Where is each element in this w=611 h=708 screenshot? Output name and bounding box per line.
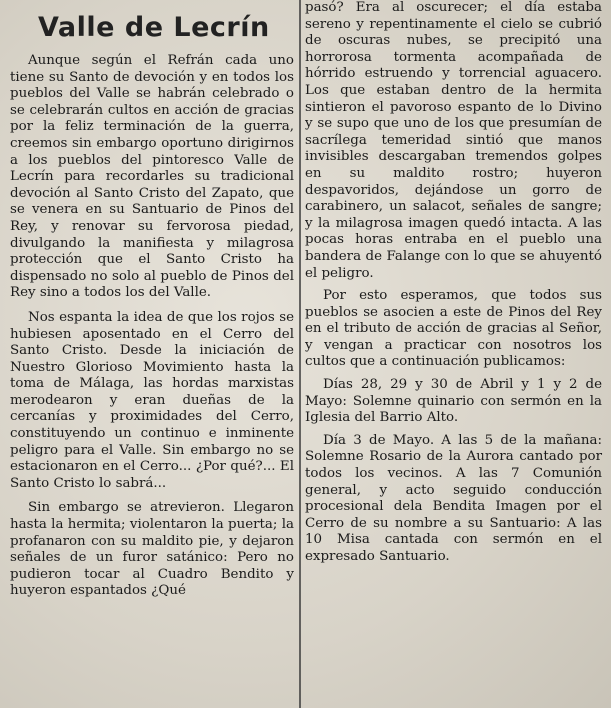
paragraph-5: Por esto esperamos, que todos sus pueblos se asocien a este de Pinos del Rey en el tributo de acción de gracias al Señor, y vengan a practicar con nosotros los cultos que a continuación publicamos: xyxy=(305,288,602,370)
right-column xyxy=(305,0,602,572)
paragraph-7: Día 3 de Mayo. A las 5 de la mañana: Solemne Rosario de la Aurora cantado por todos los vecinos. A las 7 Comunión general, y acto seguido conducción procesional dela Bendita Imagen por el Cerro de su nombre a su Santuario: A las 10 Misa cantada con sermón en el expresado Santuario. xyxy=(305,432,602,564)
column-divider xyxy=(299,0,301,708)
paragraph-6: Días 28, 29 y 30 de Abril y 1 y 2 de Mayo: Solemne quinario con sermón en la Iglesia del Barrio Alto. xyxy=(305,377,602,426)
paragraph-4: pasó? Era al oscurecer; el día estaba sereno y repentinamente el cielo se cubrió de oscuras nubes, se precipitó una horrorosa tormenta acompañada de hórrido estruendo y torrencial aguacero. Los que estaban dentro de la hermita sintieron el pavoroso espanto de lo Divino y se supo que uno de los que presumían de sacrílega temeridad sintió que manos invisibles descargaban tremendos golpes en su maldito rostro; huyeron despavoridos, dejándose un gorro de carabinero, un salacot, señales de sangre; y la milagrosa imagen quedó intacta. A las pocas horas entraba en el pueblo una bandera de Falange con lo que se ahuyentó el peligro. xyxy=(305,0,602,281)
paragraph-1: Aunque según el Refrán cada uno tiene su Santo de devoción y en todos los pueblos del Valle se habrán celebrado o se celebrarán cultos en acción de gracias por la feliz terminación de la guerra, creemos sin embargo oportuno dirigirnos a los pueblos del pintoresco Valle de Lecrín para recordarles su tradicional devoción al Santo Cristo del Zapato, que se venera en su Santuario de Pinos del Rey, y renovar su fervorosa piedad, divulgando la manifiesta y milagrosa protección que el Santo Cristo ha dispensado no solo al pueblo de Pinos del Rey sino a todos los del Valle. xyxy=(10,53,294,301)
article-headline: Valle de Lecrín xyxy=(38,12,270,43)
left-column xyxy=(10,0,294,608)
paragraph-2: Nos espanta la idea de que los rojos se hubiesen aposentado en el Cerro del Santo Cristo. Desde la iniciación de Nuestro Glorioso Movimiento hasta la toma de Málaga, las hordas marxistas merodearon y eran dueñas de la cercanías y proximidades del Cerro, constituyendo un continuo e inminente peligro para el Valle. Sin embargo no se estacionaron en el Cerro... ¿Por qué?... El Santo Cristo lo sabrá... xyxy=(10,309,294,491)
paragraph-3: Sin embargo se atrevieron. Llegaron hasta la hermita; violentaron la puerta; la profanaron con su maldito pie, y dejaron señales de un furor satánico: Pero no pudieron tocar al Cuadro Bendito y huyeron espantados ¿Qué xyxy=(10,500,294,599)
